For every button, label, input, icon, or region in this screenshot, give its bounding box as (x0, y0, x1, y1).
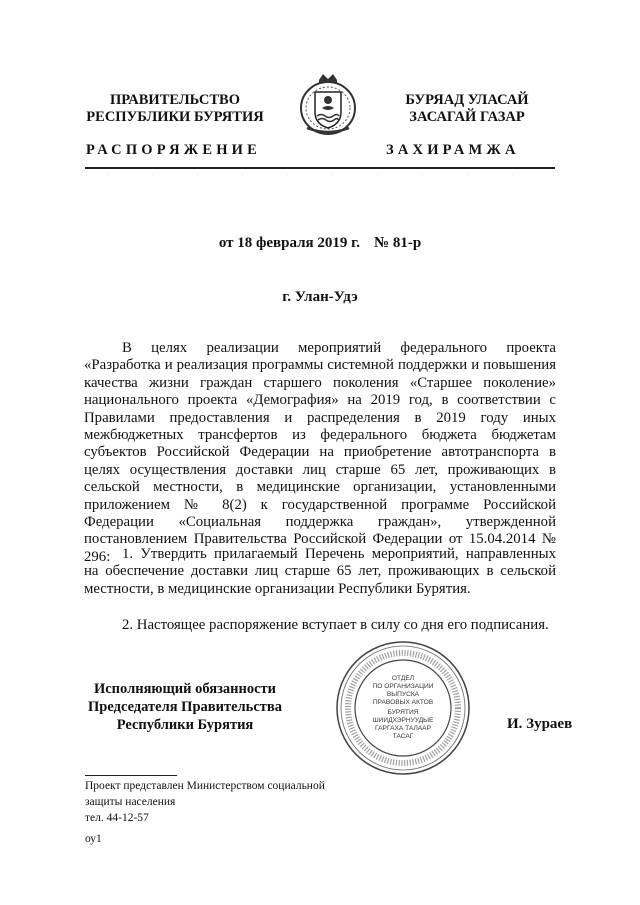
doc-type-left: РАСПОРЯЖЕНИЕ (86, 142, 262, 158)
header-left-line-2: РЕСПУБЛИКИ БУРЯТИЯ (86, 109, 264, 125)
seal-line-3: ВЫПУСКА (386, 691, 420, 698)
document-code: оу1 (85, 833, 102, 845)
document-date: от 18 февраля 2019 г. (218, 235, 360, 251)
header-right-line-2: ЗАСАГАЙ ГАЗАР (409, 109, 525, 125)
coat-of-arms-icon (295, 70, 361, 138)
seal-line-5: БУРЯТИЯ (387, 709, 419, 716)
header-right-line-1: БУРЯАД УЛАСАЙ (405, 92, 529, 108)
document-number: № 81-р (374, 235, 422, 251)
footer-line-2: защиты населения (85, 796, 176, 808)
paragraph-3-text: 2. Настоящее распоряжение вступает в силу со дня его подписания. (122, 617, 549, 633)
document-city: г. Улан-Удэ (282, 289, 358, 305)
paragraph-1-text: В целях реализации мероприятий федерального проекта «Разработка и реализация программы системной поддержки и повышения качества жизни граждан старшего поколения «Старшее поколение» национального проекта «Демография» на 2019 год, в соответствии с Правилами предоставления и распределения в 2019 году иных межбюджетных трансфертов из федерального бюджета бюджетам субъектов Российской Федерации на приобретение автотранспорта в целях осуществления доставки лиц старше 65 лет, проживающих в сельской местности, в медицинские организации, установленными приложением № 8(2) к государственной программе Российской Федерации «Социальная поддержка граждан», утвержденной постановлением Правительства Российской Федерации от 15.04.2014 № 296: (84, 340, 556, 565)
body-paragraph-3 (84, 617, 556, 634)
seal-line-7: ГАРГАХА ТАЛААР (375, 725, 431, 732)
seal-line-8: ТАСАГ (392, 733, 414, 740)
body-paragraph-2 (84, 546, 556, 598)
signatory-position (70, 680, 300, 734)
footer-note (85, 778, 325, 826)
seal-line-4: ПРАВОВЫХ АКТОВ (372, 699, 434, 706)
footer-line-3: тел. 44-12-57 (85, 812, 149, 824)
seal-line-1: ОТДЕЛ (391, 675, 415, 682)
signatory-position-line-3: Республики Бурятия (116, 717, 254, 733)
signatory-name: И. Зураев (507, 716, 573, 732)
doc-type-right: ЗАХИРАМЖА (386, 142, 520, 158)
footer-line-1: Проект представлен Министерством социальной (85, 780, 325, 792)
header-dotted-divider (85, 174, 555, 175)
footer-divider (85, 775, 177, 776)
header-divider (85, 167, 555, 169)
paragraph-2-text: 1. Утвердить прилагаемый Перечень мероприятий, направленных на обеспечение доставки лиц старше 65 лет, проживающих в сельской местности, в медицинские организации Республики Бурятия. (84, 546, 556, 597)
document-date-number (0, 235, 640, 252)
official-seal (333, 638, 473, 778)
body-paragraph-1 (84, 340, 556, 566)
header-right-title (372, 92, 562, 126)
header-left-title (60, 92, 290, 126)
seal-line-2: ПО ОРГАНИЗАЦИИ (372, 683, 434, 690)
seal-line-6: ШИИДХЭРНУУДЫЕ (372, 717, 434, 724)
signatory-position-line-2: Председателя Правительства (88, 699, 282, 715)
signatory-position-line-1: Исполняющий обязанности (93, 681, 277, 697)
header-left-line-1: ПРАВИТЕЛЬСТВО (110, 92, 240, 108)
